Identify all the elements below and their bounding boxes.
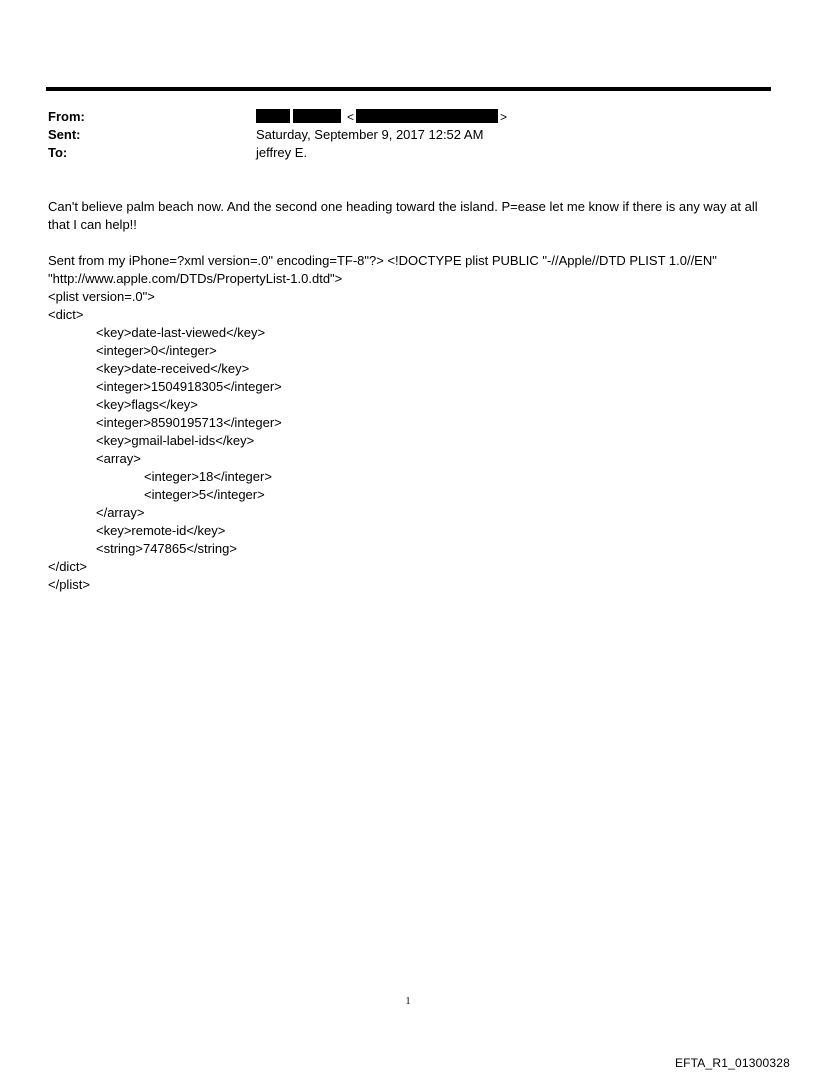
redaction-block (293, 109, 341, 123)
redaction-block (256, 109, 290, 123)
header-divider-rule (46, 87, 771, 91)
plist-line: <integer>1504918305</integer> (96, 379, 282, 394)
plist-line: <array> (96, 451, 141, 466)
sent-label: Sent: (48, 127, 81, 142)
from-close-angle: > (500, 110, 508, 124)
plist-line: <dict> (48, 307, 84, 322)
to-row (48, 144, 768, 162)
plist-line: <integer>18</integer> (144, 469, 272, 484)
plist-line: <plist version=.0"> (48, 289, 155, 304)
email-header (48, 108, 768, 162)
sent-value: Saturday, September 9, 2017 12:52 AM (256, 127, 484, 142)
to-value: jeffrey E. (256, 145, 308, 160)
signature-and-plist-header: Sent from my iPhone=?xml version=.0" encoding=TF-8"?> <!DOCTYPE plist PUBLIC "-//Apple//DTD PLIST 1.0//EN" "http://www.apple.com/DTDs/PropertyList-1.0.dtd"> (48, 253, 717, 286)
redaction-block (356, 109, 498, 123)
plist-line: <key>remote-id</key> (96, 523, 226, 538)
from-value (256, 108, 507, 126)
bates-number: EFTA_R1_01300328 (674, 1056, 790, 1070)
from-row (48, 108, 768, 126)
plist-line: </plist> (48, 577, 90, 592)
plist-line: <integer>8590195713</integer> (96, 415, 282, 430)
page-number: 1 (405, 996, 411, 1007)
from-open-angle: < (347, 110, 355, 124)
email-body (48, 198, 770, 594)
plist-line: <integer>5</integer> (144, 487, 265, 502)
plist-line: <key>date-received</key> (96, 361, 250, 376)
plist-line: <key>gmail-label-ids</key> (96, 433, 255, 448)
message-paragraph: Can't believe palm beach now. And the second one heading toward the island. P=ease let me know if there is any way at all that I can help!! (48, 199, 758, 232)
plist-line: </dict> (48, 559, 88, 574)
from-label: From: (48, 109, 85, 124)
plist-line: <string>747865</string> (96, 541, 237, 556)
plist-line: <integer>0</integer> (96, 343, 217, 358)
to-label: To: (48, 145, 68, 160)
plist-line: <key>flags</key> (96, 397, 198, 412)
plist-line: <key>date-last-viewed</key> (96, 325, 266, 340)
sent-row (48, 126, 768, 144)
plist-line: </array> (96, 505, 145, 520)
